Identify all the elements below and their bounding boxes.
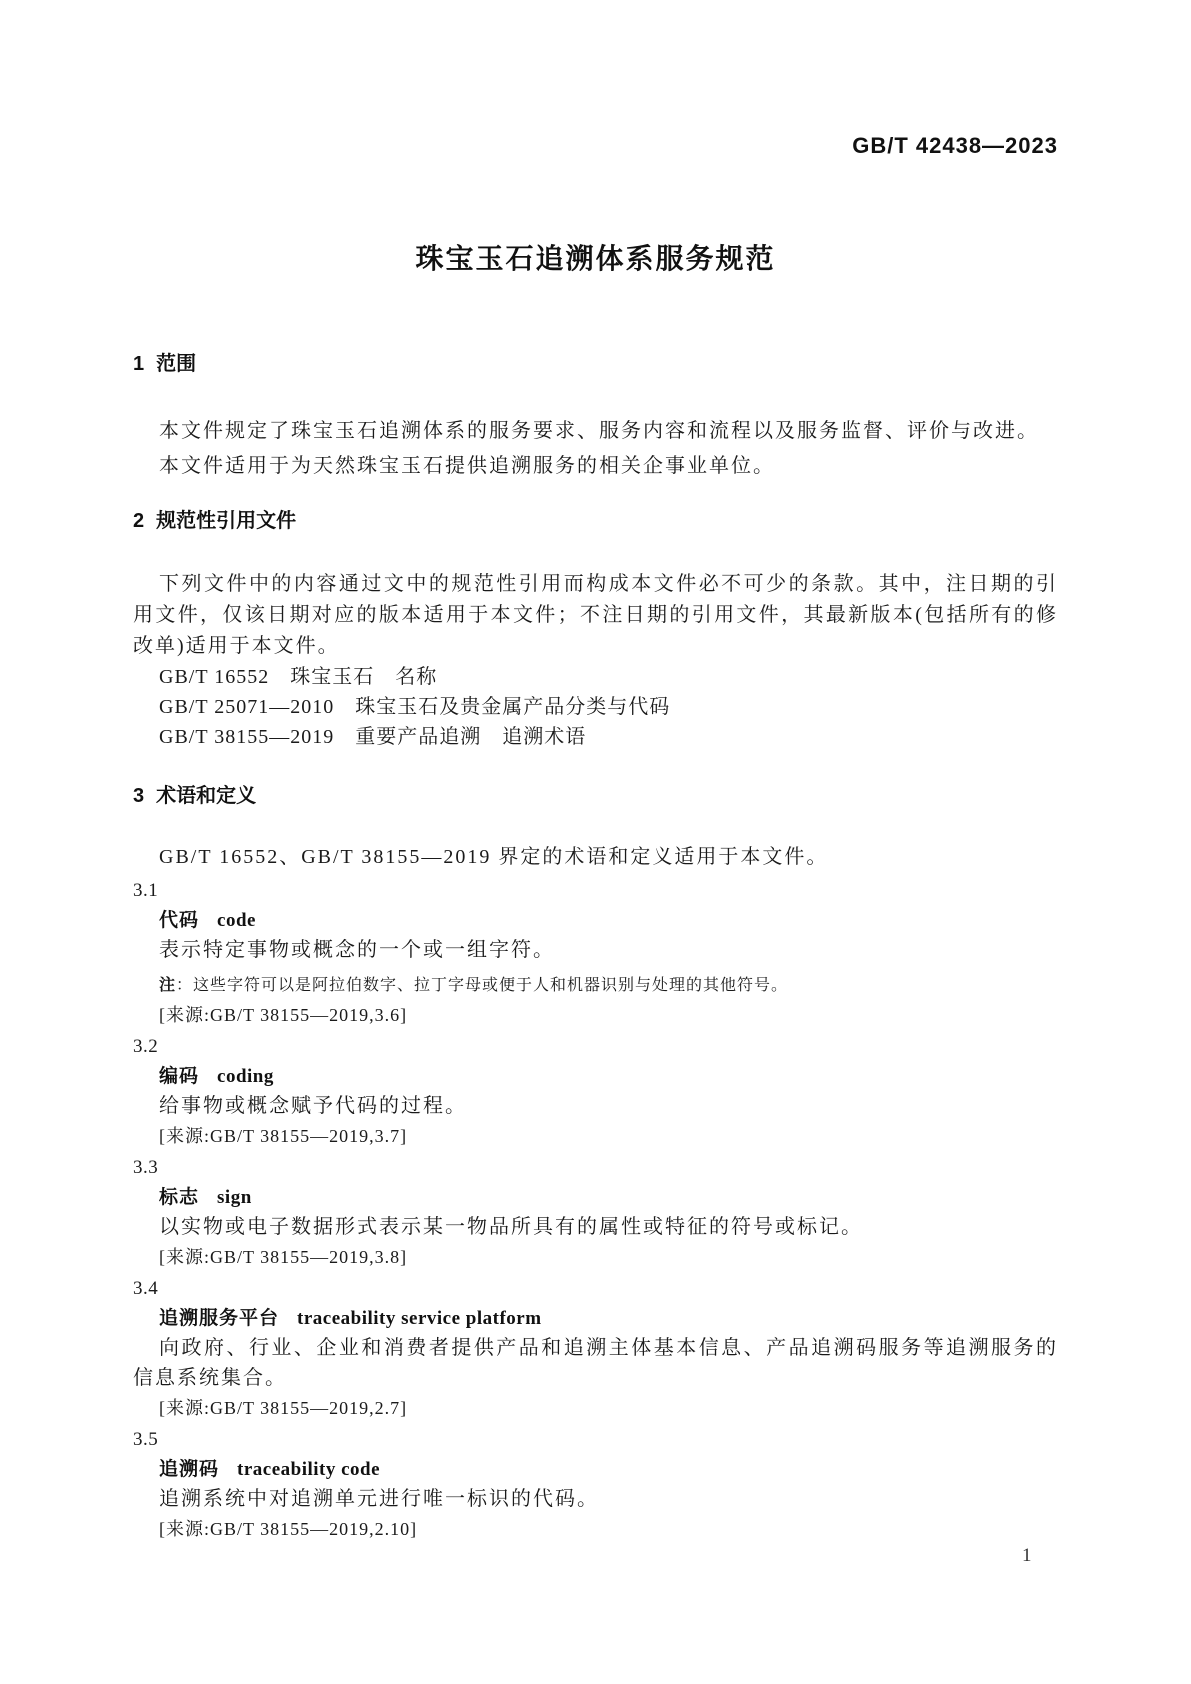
reference-item: GB/T 16552 珠宝玉石 名称 — [159, 666, 438, 688]
term-name-zh: 追溯码 — [159, 1459, 220, 1480]
reference-item: GB/T 25071—2010 珠宝玉石及贵金属产品分类与代码 — [159, 696, 671, 718]
term-definition: 追溯系统中对追溯单元进行唯一标识的代码。 — [159, 1488, 599, 1510]
term-number: 3.1 — [133, 880, 159, 901]
term-name-zh: 代码 — [159, 910, 200, 931]
section-number: 3 — [133, 785, 145, 807]
page-number: 1 — [1022, 1545, 1032, 1566]
term-name-en: coding — [217, 1066, 274, 1087]
term-number: 3.3 — [133, 1157, 159, 1178]
note-label: 注 — [159, 977, 177, 994]
term-number: 3.2 — [133, 1036, 159, 1057]
term-definition: 表示特定事物或概念的一个或一组字符。 — [159, 939, 555, 961]
reference-item: GB/T 38155—2019 重要产品追溯 追溯术语 — [159, 726, 587, 748]
section-title: 规范性引用文件 — [156, 510, 297, 532]
paragraph-references-intro: 下列文件中的内容通过文中的规范性引用而构成本文件必不可少的条款。其中，注日期的引用文件，仅该日期对应的版本适用于本文件；不注日期的引用文件，其最新版本(包括所有的修改单)适用于本文件。 — [133, 573, 1058, 657]
term-name-en: sign — [217, 1187, 252, 1208]
note-text: ：这些字符可以是阿拉伯数字、拉丁字母或便于人和机器识别与处理的其他符号。 — [176, 977, 789, 994]
document-title: 珠宝玉石追溯体系服务规范 — [415, 243, 776, 274]
paragraph-terms-intro: GB/T 16552、GB/T 38155—2019 界定的术语和定义适用于本文件。 — [159, 846, 829, 868]
term-heading — [133, 1456, 1058, 1484]
term-source: [来源:GB/T 38155—2019,3.6] — [159, 1005, 408, 1025]
section-number: 2 — [133, 510, 145, 532]
page-content — [133, 0, 1058, 1544]
section-heading-terms-definitions — [133, 784, 1058, 808]
term-definition: 向政府、行业、企业和消费者提供产品和追溯主体基本信息、产品追溯码服务等追溯服务的信息系统集合。 — [133, 1337, 1058, 1389]
term-definition: 以实物或电子数据形式表示某一物品所具有的属性或特征的符号或标记。 — [159, 1216, 863, 1238]
section-number: 1 — [133, 353, 145, 375]
paragraph-scope-2: 本文件适用于为天然珠宝玉石提供追溯服务的相关企事业单位。 — [159, 455, 775, 477]
term-source: [来源:GB/T 38155—2019,2.7] — [159, 1398, 408, 1418]
paragraph-scope-1: 本文件规定了珠宝玉石追溯体系的服务要求、服务内容和流程以及服务监督、评价与改进。 — [159, 420, 1039, 442]
standard-number: GB/T 42438—2023 — [852, 133, 1058, 158]
term-name-en: code — [217, 910, 256, 931]
term-source: [来源:GB/T 38155—2019,3.8] — [159, 1247, 408, 1267]
term-heading — [133, 1063, 1058, 1091]
term-name-en: traceability code — [237, 1459, 381, 1480]
term-note — [133, 972, 1058, 1000]
term-number: 3.5 — [133, 1429, 159, 1450]
term-source: [来源:GB/T 38155—2019,2.10] — [159, 1519, 418, 1539]
term-definition: 给事物或概念赋予代码的过程。 — [159, 1095, 467, 1117]
term-heading — [133, 907, 1058, 935]
section-title: 范围 — [156, 353, 197, 375]
term-name-zh: 编码 — [159, 1066, 200, 1087]
term-source: [来源:GB/T 38155—2019,3.7] — [159, 1126, 408, 1146]
section-heading-normative-references — [133, 509, 1058, 533]
term-name-zh: 标志 — [159, 1187, 200, 1208]
term-heading — [133, 1184, 1058, 1212]
section-title: 术语和定义 — [156, 785, 257, 807]
term-number: 3.4 — [133, 1278, 159, 1299]
section-heading-scope — [133, 352, 1058, 376]
term-name-zh: 追溯服务平台 — [159, 1308, 280, 1329]
term-name-en: traceability service platform — [297, 1308, 542, 1329]
term-heading — [133, 1305, 1058, 1333]
